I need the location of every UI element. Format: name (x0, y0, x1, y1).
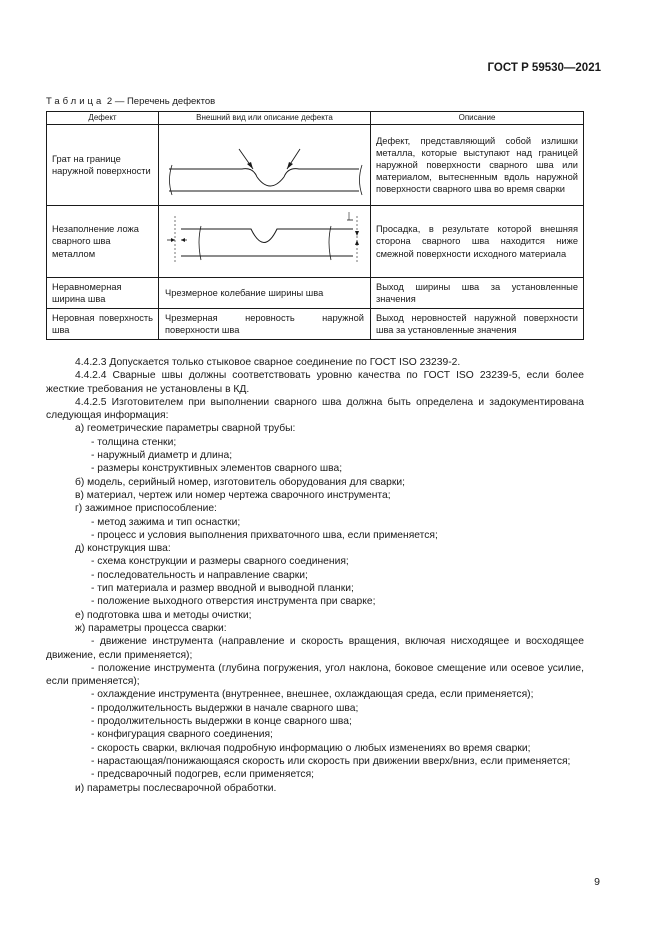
list-item: - скорость сварки, включая подробную информацию о любых изменениях во время сварки; (91, 742, 531, 754)
body-text (46, 356, 584, 795)
clause-4-4-2-5: 4.4.2.5 Изготовителем при выполнении сварного шва должна быть определена и задокументирована следующая информация: (46, 396, 584, 422)
caption-prefix: Таблица (46, 96, 105, 107)
defect-name: Грат на границе наружной поверхности (47, 125, 159, 206)
table-row (47, 206, 584, 278)
defect-appearance: Чрезмерное колебание ширины шва (165, 288, 324, 299)
header-description: Описание (371, 112, 584, 125)
list-item: и) параметры послесварочной обработки. (75, 782, 277, 794)
list-item: - продолжительность выдержки в конце сварного шва; (91, 716, 352, 728)
list-item: - положение инструмента (глубина погружения, угол наклона, боковое смещение или осевое усилие, если применяется); (46, 662, 584, 688)
list-item: - схема конструкции и размеры сварного соединения; (91, 556, 349, 568)
list-item: - положение выходного отверстия инструмента при сварке; (91, 596, 376, 608)
table-row (47, 125, 584, 206)
defect-description: Дефект, представляющий собой излишки металла, которые выступают над границей наружной поверхности сварного шва или материалом, вытесненным вдоль наружной поверхности сварного шва во время сварки (371, 125, 584, 206)
list-item: ж) параметры процесса сварки: (75, 622, 227, 634)
list-item: - движение инструмента (направление и скорость вращения, включая нисходящее и восходящее движение, если применяется); (46, 636, 584, 661)
list-item: б) модель, серийный номер, изготовитель оборудования для сварки; (75, 476, 405, 488)
caption-rest: 2 — Перечень дефектов (106, 96, 216, 107)
clause-4-4-2-3: 4.4.2.3 Допускается только стыковое сварное соединение по ГОСТ ISO 23239-2. (75, 357, 461, 368)
list-item: - охлаждение инструмента (внутреннее, внешнее, охлаждающая среда, если применяется); (91, 689, 534, 701)
defect-name: Неравномерная ширина шва (47, 278, 159, 309)
list-item: - нарастающая/понижающаяся скорость или скорость при движении вверх/вниз, если применяется; (91, 755, 571, 767)
table-caption (46, 96, 215, 107)
defect-description: Выход ширины шва за установленные значения (371, 278, 584, 309)
list-item: - предсварочный подогрев, если применяется; (91, 769, 315, 781)
list-item: е) подготовка шва и методы очистки; (75, 609, 252, 621)
clause-4-4-2-4: 4.4.2.4 Сварные швы должны соответствовать уровню качества по ГОСТ ISO 23239-5, если более жесткие требования не установлены в КД. (46, 370, 584, 395)
list-item: - размеры конструктивных элементов сварного шва; (91, 463, 343, 475)
list-item: - толщина стенки; (91, 436, 177, 448)
list-item: в) материал, чертеж или номер чертежа сварочного инструмента; (75, 489, 391, 501)
list-item: - тип материала и размер вводной и выводной планки; (91, 583, 354, 595)
list-item: - метод зажима и тип оснастки; (91, 516, 241, 528)
header-appearance: Внешний вид или описание дефекта (159, 112, 371, 125)
defect-appearance: Чрезмерная неровность наружной поверхности шва (165, 313, 364, 336)
table-row (47, 278, 584, 309)
defect-figure-underfill (159, 206, 371, 278)
page-number: 9 (594, 876, 600, 888)
weld-flash-drawing (159, 125, 370, 205)
defects-table (46, 111, 584, 340)
header-defect: Дефект (47, 112, 159, 125)
list-item: - последовательность и направление сварки; (91, 569, 308, 581)
list-item: - конфигурация сварного соединения; (91, 729, 273, 741)
list-item: - продолжительность выдержки в начале сварного шва; (91, 702, 359, 714)
weld-underfill-drawing (159, 206, 370, 277)
list-item: - процесс и условия выполнения прихваточного шва, если применяется; (91, 529, 438, 541)
list-item: - наружный диаметр и длина; (91, 450, 233, 462)
list-item: г) зажимное приспособление: (75, 503, 217, 515)
table-row (47, 309, 584, 340)
defect-name: Незаполнение ложа сварного шва металлом (47, 206, 159, 278)
defect-description: Просадка, в результате которой внешняя сторона сварного шва находится ниже смежной поверхности исходного материала (371, 206, 584, 278)
standard-designation: ГОСТ Р 59530—2021 (487, 62, 601, 74)
defect-name: Неровная поверхность шва (47, 309, 159, 340)
list-item: д) конструкция шва: (75, 543, 171, 555)
defect-description: Выход неровностей наружной поверхности шва за установленные значения (371, 309, 584, 340)
list-item: а) геометрические параметры сварной трубы: (75, 423, 296, 435)
table-header-row (47, 112, 584, 125)
defect-figure-flash (159, 125, 371, 206)
